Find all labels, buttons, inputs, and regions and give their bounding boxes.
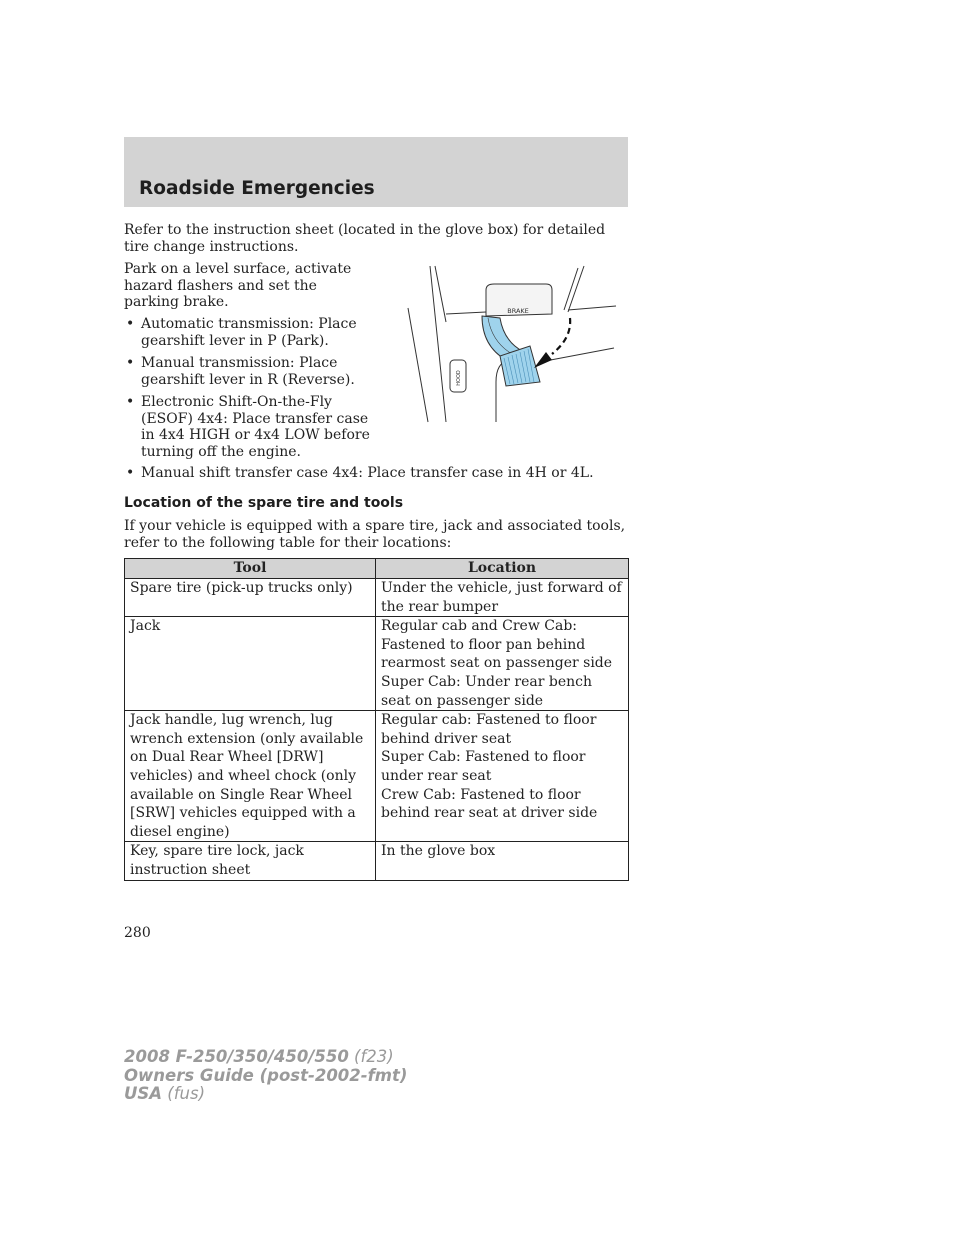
section-title: Roadside Emergencies bbox=[139, 178, 375, 199]
footer-line-model bbox=[124, 1048, 407, 1067]
cell-text: Super Cab: Under rear bench seat on passenger side bbox=[381, 673, 592, 709]
footer-market-code: (fus) bbox=[162, 1084, 206, 1103]
hood-release-label: HOOD bbox=[456, 370, 462, 386]
intro-paragraph: Refer to the instruction sheet (located in the glove box) for detailed tire change instructions. bbox=[124, 222, 606, 255]
table-cell-tool bbox=[125, 579, 376, 617]
table-cell-tool bbox=[125, 842, 376, 881]
park-paragraph: Park on a level surface, activate hazard flashers and set the parking brake. bbox=[124, 261, 352, 310]
cell-text: Crew Cab: Fastened to floor behind rear seat at driver side bbox=[381, 786, 598, 822]
table-row bbox=[125, 617, 629, 711]
table-cell-location bbox=[376, 579, 629, 617]
list-item: • Automatic transmission: Place gearshift lever in P (Park). bbox=[124, 316, 371, 349]
footer-guide: Owners Guide (post-2002-fmt) bbox=[124, 1065, 408, 1085]
table-cell-location bbox=[376, 711, 629, 842]
cell-text: Jack bbox=[130, 618, 161, 635]
brake-housing-label: BRAKE bbox=[507, 307, 529, 315]
column-header-location: Location bbox=[376, 559, 629, 579]
section-paragraph: If your vehicle is equipped with a spare tire, jack and associated tools, refer to the following table for their locations: bbox=[124, 518, 626, 551]
table-cell-tool bbox=[125, 617, 376, 711]
column-header-tool: Tool bbox=[125, 559, 376, 579]
cell-text: Super Cab: Fastened to floor under rear seat bbox=[381, 749, 586, 784]
parking-brake-illustration bbox=[400, 262, 618, 424]
tools-location-table bbox=[124, 558, 629, 881]
list-item: • Manual transmission: Place gearshift lever in R (Reverse). bbox=[124, 355, 371, 388]
table-row bbox=[125, 711, 629, 842]
cell-text: Regular cab: Fastened to floor behind driver seat bbox=[381, 712, 597, 747]
section-heading: Location of the spare tire and tools bbox=[124, 495, 404, 511]
document-footer bbox=[124, 1048, 407, 1104]
table-cell-location bbox=[376, 617, 629, 711]
table-cell-location bbox=[376, 842, 629, 881]
table-row bbox=[125, 842, 629, 881]
footer-line-market bbox=[124, 1085, 407, 1104]
section-header-band bbox=[124, 137, 628, 207]
cell-text: Key, spare tire lock, jack instruction sheet bbox=[130, 843, 304, 878]
table-row bbox=[125, 579, 629, 617]
footer-model: 2008 F-250/350/450/550 bbox=[124, 1047, 349, 1066]
table-header-row bbox=[125, 559, 629, 579]
cell-text: Regular cab and Crew Cab: Fastened to floor pan behind rearmost seat on passenger side bbox=[381, 618, 613, 672]
footer-market: USA bbox=[124, 1084, 163, 1103]
list-item: • Electronic Shift-On-the-Fly (ESOF) 4x4: Place transfer case in 4x4 HIGH or 4x4 LOW before turning off the engine. bbox=[124, 394, 371, 460]
page-number: 280 bbox=[124, 925, 151, 941]
cell-text: In the glove box bbox=[381, 843, 496, 860]
footer-line-guide bbox=[124, 1067, 407, 1086]
cell-text: Spare tire (pick-up trucks only) bbox=[130, 580, 353, 596]
list-item: • Manual shift transfer case 4x4: Place transfer case in 4H or 4L. bbox=[124, 465, 631, 482]
cell-text: Under the vehicle, just forward of the rear bumper bbox=[381, 580, 622, 615]
footer-model-code: (f23) bbox=[348, 1047, 394, 1066]
table-cell-tool bbox=[125, 711, 376, 842]
cell-text: Jack handle, lug wrench, lug wrench extension (only available on Dual Rear Wheel [DRW] vehicles) and wheel chock (only available on Single Rear Wheel [SRW] vehicles equipped with a diesel engine) bbox=[130, 712, 364, 840]
